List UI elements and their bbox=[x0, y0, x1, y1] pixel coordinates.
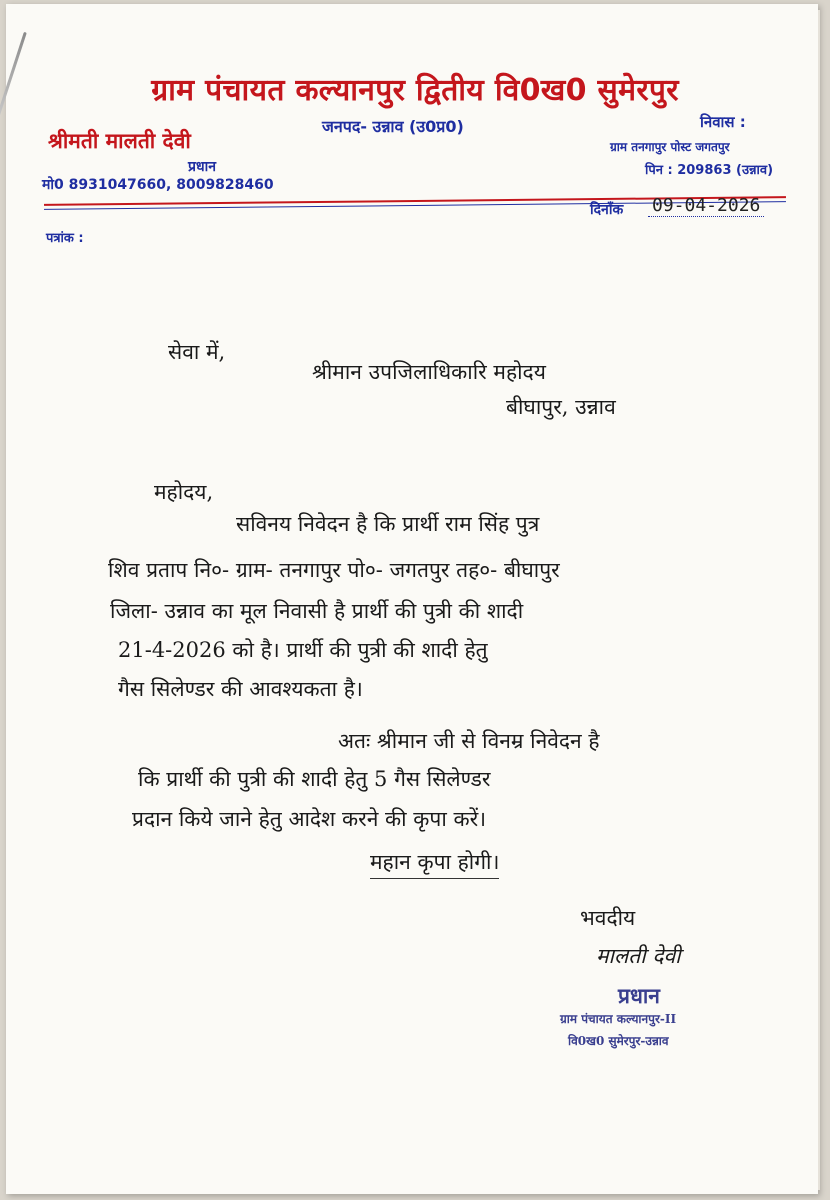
niwas-label: निवास : bbox=[700, 113, 746, 131]
pradhan-name: श्रीमती मालती देवी bbox=[48, 129, 191, 153]
addressee-line-1: श्रीमान उपजिलाधिकारि महोदय bbox=[312, 360, 546, 384]
body-line-4: 21-4-2026 को है। प्रार्थी की पुत्री की शादी हेतु bbox=[118, 638, 488, 662]
pradhan-role: प्रधान bbox=[188, 159, 216, 175]
body-line-8: प्रदान किये जाने हेतु आदेश करने की कृपा करें। bbox=[132, 807, 487, 831]
body-line-7: कि प्रार्थी की पुत्री की शादी हेतु 5 गैस सिलेण्डर bbox=[138, 767, 491, 791]
paper-edge bbox=[818, 10, 820, 1190]
stamp-line-2: ग्राम पंचायत कल्यानपुर-II bbox=[560, 1012, 677, 1026]
body-line-5: गैस सिलेण्डर की आवश्यकता है। bbox=[118, 677, 363, 701]
mobile-numbers: मो0 8931047660, 8009828460 bbox=[42, 177, 274, 193]
date-value: 09-04-2026 bbox=[648, 195, 764, 217]
body-line-3: जिला- उन्नाव का मूल निवासी है प्रार्थी की पुत्री की शादी bbox=[110, 599, 524, 623]
stamp-role: प्रधान bbox=[618, 983, 660, 1008]
stamp-line-3: वि0ख0 सुमेरपुर-उन्नाव bbox=[568, 1034, 669, 1048]
body-line-2: शिव प्रताप नि०- ग्राम- तनगापुर पो०- जगतपुर तह०- बीघापुर bbox=[108, 558, 560, 582]
sewa-mein: सेवा में, bbox=[168, 340, 226, 364]
signature: मालती देवी bbox=[596, 944, 681, 968]
janpad-label: जनपद- उन्नाव (उ0प्र0) bbox=[322, 117, 464, 136]
ref-number-label: पत्रांक : bbox=[46, 231, 84, 246]
panchayat-title: ग्राम पंचायत कल्यानपुर द्वितीय वि0ख0 सुमेरपुर bbox=[151, 73, 679, 108]
signoff: भवदीय bbox=[580, 906, 636, 930]
date-label: दिनाँक bbox=[590, 202, 624, 218]
closing-line: महान कृपा होगी। bbox=[370, 848, 499, 879]
body-line-1: सविनय निवेदन है कि प्रार्थी राम सिंह पुत्र bbox=[236, 512, 540, 536]
niwas-pin: पिन : 209863 (उन्नाव) bbox=[645, 163, 774, 178]
addressee-line-2: बीघापुर, उन्नाव bbox=[506, 395, 616, 419]
niwas-address: ग्राम तनगापुर पोस्ट जगतपुर bbox=[610, 140, 730, 154]
salutation: महोदय, bbox=[154, 480, 214, 504]
body-line-6: अतः श्रीमान जी से विनम्र निवेदन है bbox=[338, 729, 600, 753]
